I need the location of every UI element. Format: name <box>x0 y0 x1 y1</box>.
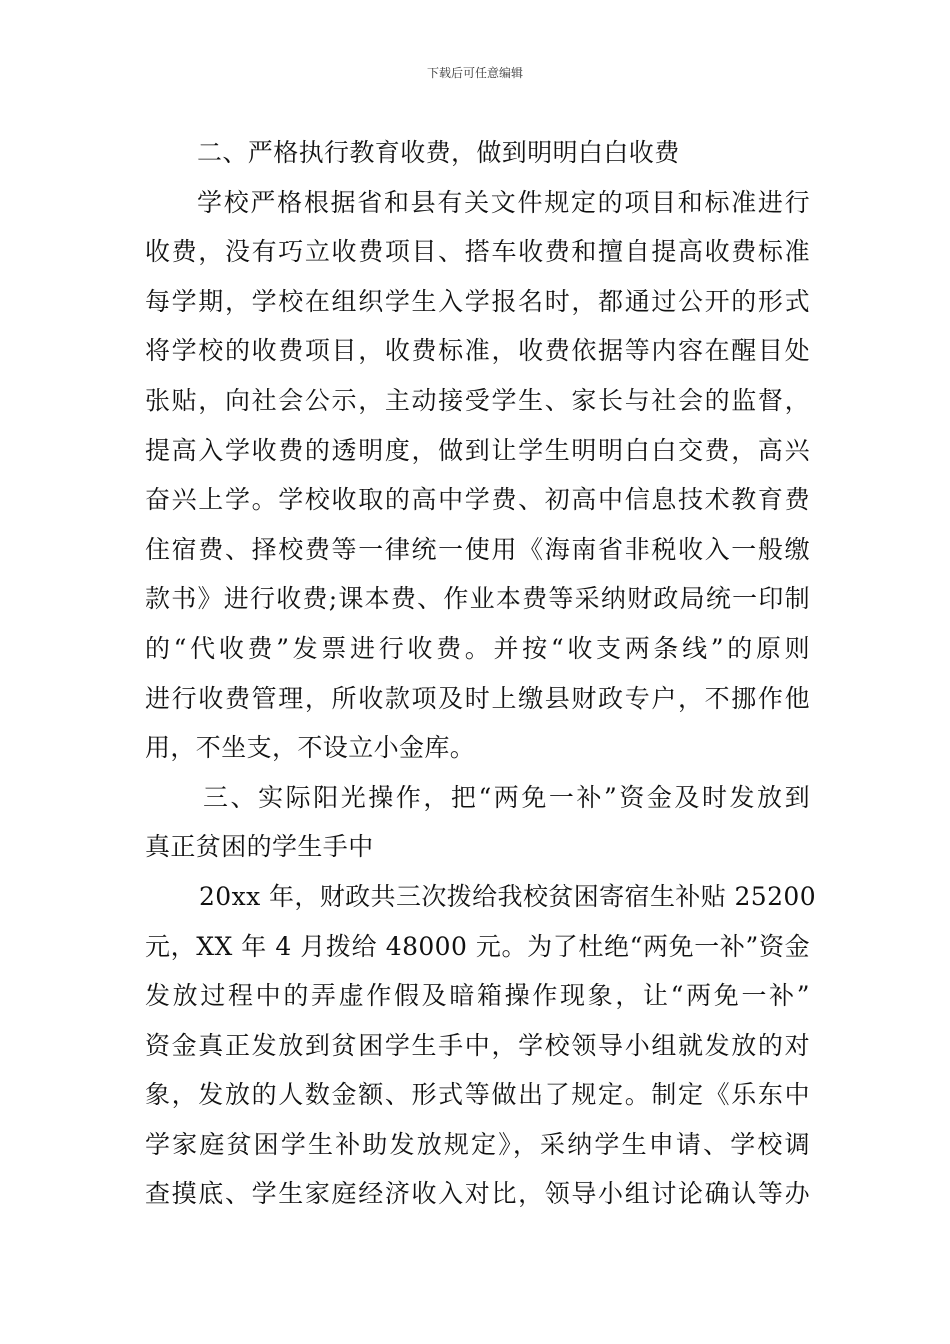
text-line: 二、严格执行教育收费，做到明明白白收费 <box>197 138 680 167</box>
text-line: 的“代收费”发票进行收费。并按“收支两条线”的原则 <box>145 633 810 663</box>
text-line: 象，发放的人数金额、形式等做出了规定。制定《乐东中 <box>145 1080 810 1110</box>
text-line: 提高入学收费的透明度，做到让学生明明白白交费，高兴 <box>145 435 810 465</box>
text-line: 三、实际阳光操作，把“两免一补”资金及时发放到 <box>203 782 810 812</box>
text-line: 进行收费管理，所收款项及时上缴县财政专户，不挪作他 <box>145 683 810 713</box>
text-line: 元，XX 年 4 月拨给 48000 元。为了杜绝“两免一补”资金 <box>145 931 810 961</box>
text-line: 20xx 年，财政共三次拨给我校贫困寄宿生补贴 25200 <box>199 881 817 911</box>
text-line: 学家庭贫困学生补助发放规定》，采纳学生申请、学校调 <box>145 1129 810 1159</box>
text-line: 查摸底、学生家庭经济收入对比，领导小组讨论确认等办 <box>145 1179 810 1209</box>
text-line: 用，不坐支，不设立小金库。 <box>145 733 476 763</box>
document-body <box>145 128 817 1219</box>
text-line: 住宿费、择校费等一律统一使用《海南省非税收入一般缴 <box>145 534 810 564</box>
text-line: 每学期，学校在组织学生入学报名时，都通过公开的形式 <box>145 286 810 316</box>
text-line: 资金真正发放到贫困学生手中，学校领导小组就发放的对 <box>145 1030 810 1060</box>
text-line: 张贴，向社会公示，主动接受学生、家长与社会的监督， <box>145 385 810 415</box>
text-line: 款书》进行收费;课本费、作业本费等采纳财政局统一印制 <box>145 584 810 614</box>
text-line: 学校严格根据省和县有关文件规定的项目和标准进行 <box>197 187 810 217</box>
text-line: 奋兴上学。学校收取的高中学费、初高中信息技术教育费 <box>145 485 810 515</box>
text-line: 发放过程中的弄虚作假及暗箱操作现象，让“两免一补” <box>145 981 810 1011</box>
page-header: 下载后可任意编辑 <box>426 66 523 80</box>
text-line: 收费，没有巧立收费项目、搭车收费和擅自提高收费标准 <box>145 237 810 267</box>
text-line: 将学校的收费项目，收费标准，收费依据等内容在醒目处 <box>145 336 810 366</box>
text-line: 真正贫困的学生手中 <box>145 832 374 862</box>
